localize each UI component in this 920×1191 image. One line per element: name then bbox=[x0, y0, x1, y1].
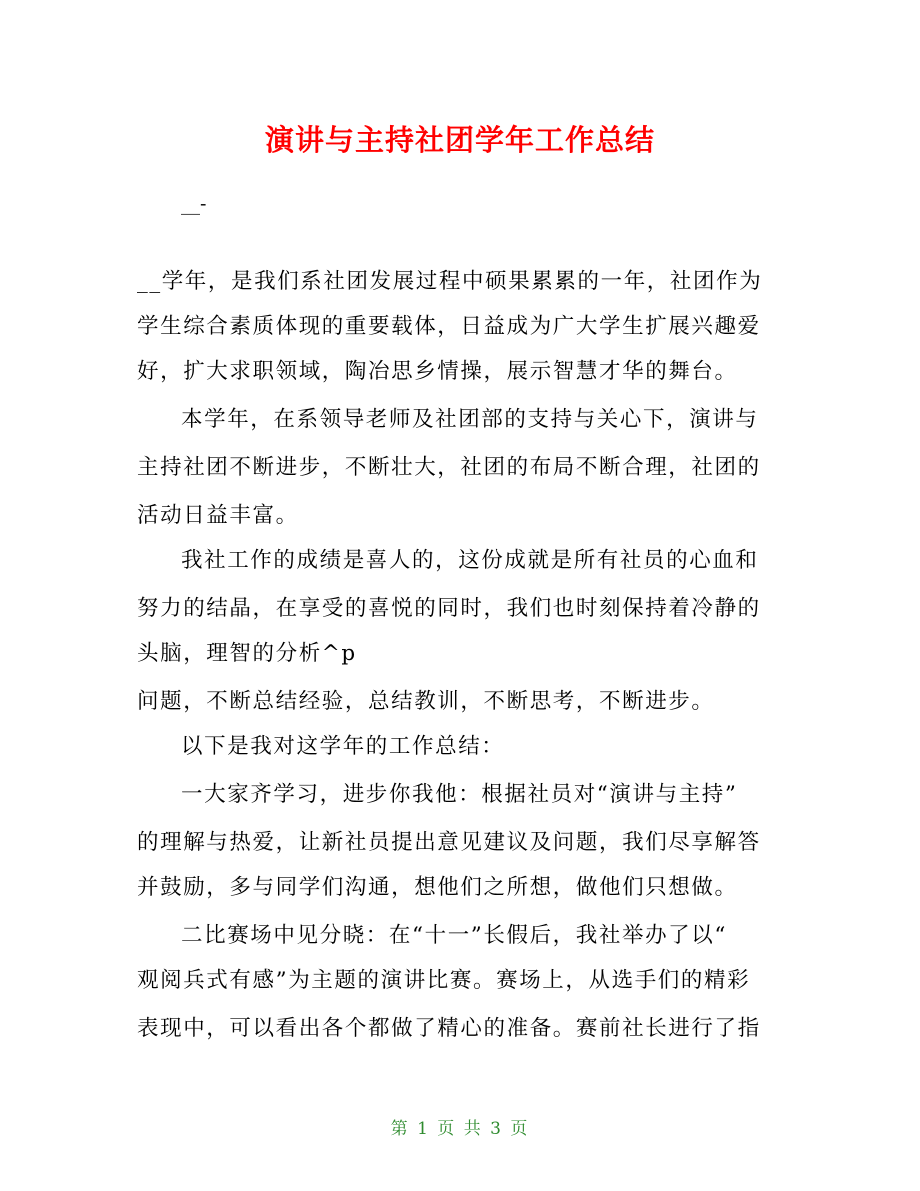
page-footer: 第 1 页 共 3 页 bbox=[390, 1119, 530, 1139]
body-line-10: 问题，不断总结经验，总结教训，不断思考，不断进步。 bbox=[137, 689, 715, 714]
blank-underline: __- bbox=[181, 193, 207, 215]
body-line-6: 活动日益丰富。 bbox=[137, 503, 299, 528]
body-line-2: 学生综合素质体现的重要载体，日益成为广大学生扩展兴趣爱 bbox=[137, 314, 761, 339]
body-line-11: 以下是我对这学年的工作总结： bbox=[181, 734, 505, 759]
body-line-5: 主持社团不断进步，不断壮大，社团的布局不断合理，社团的 bbox=[137, 455, 761, 480]
body-line-15: 二比赛场中见分晓：在“十一”长假后，我社举办了以“ bbox=[181, 923, 727, 948]
document-title: 演讲与主持社团学年工作总结 bbox=[264, 123, 655, 157]
body-line-8: 努力的结晶，在享受的喜悦的同时，我们也时刻保持着冷静的 bbox=[137, 596, 761, 621]
body-line-1: __学年，是我们系社团发展过程中硕果累累的一年，社团作为 bbox=[137, 269, 763, 294]
body-line-17: 表现中，可以看出各个都做了精心的准备。赛前社长进行了指 bbox=[137, 1016, 761, 1041]
body-line-16: 观阅兵式有感”为主题的演讲比赛。赛场上，从选手们的精彩 bbox=[137, 968, 751, 993]
body-line-9: 头脑，理智的分析^p bbox=[137, 641, 357, 666]
body-line-4: 本学年，在系领导老师及社团部的支持与关心下，演讲与 bbox=[181, 407, 759, 432]
body-line-12: 一大家齐学习，进步你我他：根据社员对“演讲与主持” bbox=[181, 782, 738, 807]
body-line-14: 并鼓励，多与同学们沟通，想他们之所想，做他们只想做。 bbox=[137, 875, 738, 900]
body-line-13: 的理解与热爱，让新社员提出意见建议及问题，我们尽享解答 bbox=[137, 830, 761, 855]
body-line-3: 好，扩大求职领域，陶冶思乡情操，展示智慧才华的舞台。 bbox=[137, 359, 738, 384]
body-line-7: 我社工作的成绩是喜人的，这份成就是所有社员的心血和 bbox=[181, 548, 759, 573]
